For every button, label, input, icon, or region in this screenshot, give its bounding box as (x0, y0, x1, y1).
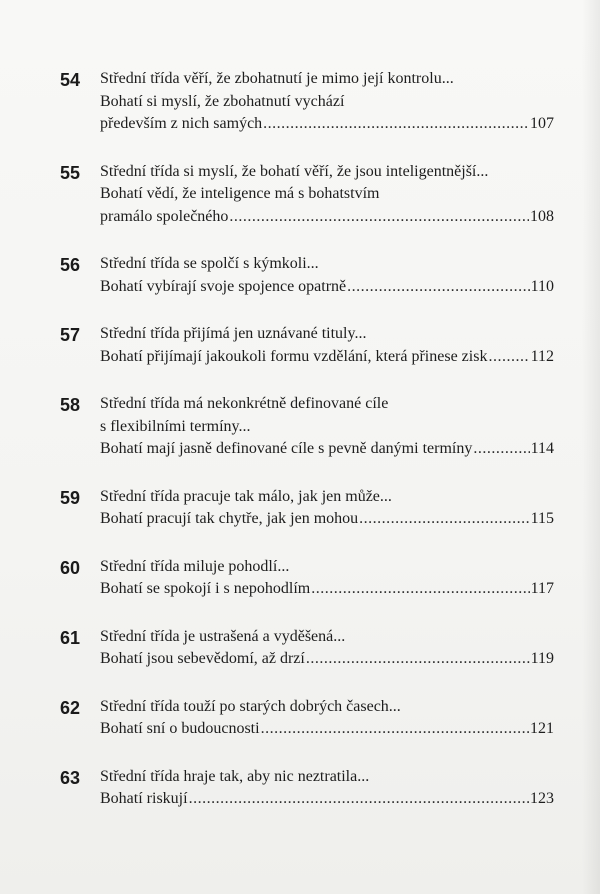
chapter-title-line: Bohatí mají jasně definované cíle s pevně danými termíny (100, 440, 473, 457)
chapter-title-line: Bohatí pracují tak chytře, jak jen mohou (100, 510, 359, 527)
chapter-number: 61 (60, 627, 81, 648)
chapter-number: 60 (60, 557, 81, 578)
toc-leader-line (100, 508, 554, 531)
table-of-contents (60, 68, 554, 836)
toc-leader-line (100, 438, 554, 461)
chapter-title-line: s flexibilními termíny... (100, 417, 251, 435)
chapter-number: 58 (60, 395, 81, 415)
toc-entry (60, 393, 554, 461)
dot-leader (359, 508, 529, 531)
page-number: 110 (530, 277, 554, 295)
chapter-title-line: Střední třída miluje pohodlí... (100, 557, 290, 575)
toc-entry (60, 161, 554, 229)
page-number: 115 (530, 510, 554, 527)
page-number: 108 (530, 207, 554, 225)
page-number: 112 (530, 347, 554, 365)
chapter-number: 62 (60, 697, 81, 718)
toc-leader-line (100, 578, 554, 601)
dot-leader (311, 578, 529, 601)
dot-leader (229, 206, 529, 229)
toc-entry (60, 766, 554, 811)
chapter-title-line: Bohatí sní o budoucnosti (100, 720, 260, 737)
dot-leader (306, 648, 530, 671)
chapter-title-line: Střední třída přijímá jen uznávané tituly... (100, 325, 367, 342)
chapter-title-line: především z nich samých (100, 115, 263, 132)
chapter-title-line: pramálo společného (100, 207, 229, 225)
chapter-title-line: Bohatí se spokojí i s nepohodlím (100, 580, 311, 597)
page-number: 123 (530, 790, 554, 807)
toc-entry (60, 68, 554, 136)
toc-leader-line (100, 718, 554, 741)
chapter-title-line: Bohatí si myslí, že zbohatnutí vychází (100, 92, 345, 110)
chapter-title-line: Střední třída hraje tak, aby nic neztratila... (100, 767, 370, 785)
chapter-title-line: Bohatí vědí, že inteligence má s bohatstvím (100, 185, 380, 202)
page-number: 119 (530, 650, 554, 667)
chapter-number: 63 (60, 767, 81, 788)
toc-entry (60, 556, 554, 601)
page-number: 121 (530, 720, 554, 737)
chapter-title-line: Střední třída pracuje tak málo, jak jen může... (100, 487, 392, 505)
toc-leader-line (100, 206, 554, 229)
chapter-number: 59 (60, 487, 81, 508)
toc-entry (60, 486, 554, 531)
chapter-title-line: Střední třída si myslí, že bohatí věří, že jsou inteligentnější... (100, 162, 489, 180)
chapter-title-line: Střední třída je ustrašená a vyděšená... (100, 627, 346, 645)
toc-leader-line (100, 346, 554, 369)
dot-leader (263, 113, 529, 136)
toc-entry (60, 253, 554, 298)
chapter-title-line: Střední třída věří, že zbohatnutí je mimo její kontrolu... (100, 70, 454, 87)
dot-leader (473, 438, 529, 461)
toc-entry (60, 696, 554, 741)
chapter-title-line: Střední třída má nekonkrétně definované cíle (100, 395, 389, 412)
chapter-title-line: Bohatí riskují (100, 790, 188, 807)
page-number: 117 (530, 580, 554, 597)
dot-leader (488, 346, 529, 369)
chapter-title-line: Bohatí jsou sebevědomí, až drzí (100, 650, 305, 667)
chapter-title-line: Bohatí vybírají svoje spojence opatrně (100, 277, 347, 295)
chapter-number: 55 (60, 162, 81, 183)
chapter-number: 54 (60, 70, 81, 90)
toc-leader-line (100, 788, 554, 811)
chapter-number: 56 (60, 255, 81, 275)
chapter-number: 57 (60, 325, 81, 345)
toc-leader-line (100, 648, 554, 671)
dot-leader (189, 788, 529, 811)
toc-entry (60, 323, 554, 368)
chapter-title-line: Střední třída se spolčí s kýmkoli... (100, 255, 319, 272)
page-number: 114 (530, 440, 554, 457)
toc-leader-line (100, 276, 554, 299)
dot-leader (347, 276, 529, 299)
toc-leader-line (100, 113, 554, 136)
page-edge-shadow (582, 0, 600, 894)
page-number: 107 (530, 115, 554, 132)
toc-entry (60, 626, 554, 671)
chapter-title-line: Bohatí přijímají jakoukoli formu vzdělání, která přinese zisk (100, 347, 488, 365)
dot-leader (261, 718, 529, 741)
chapter-title-line: Střední třída touží po starých dobrých časech... (100, 697, 401, 715)
